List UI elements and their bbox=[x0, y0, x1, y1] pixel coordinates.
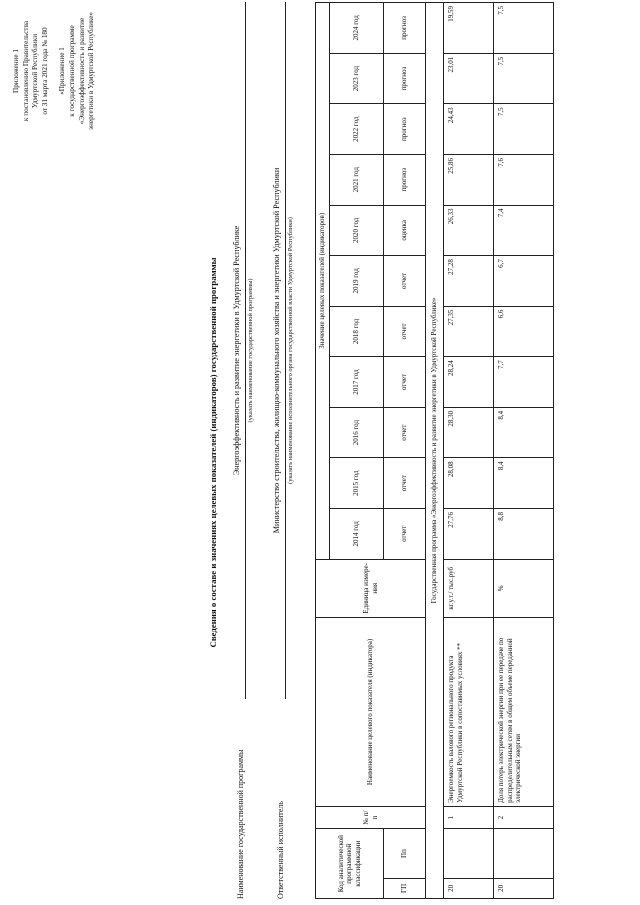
year-cell: 2014 год bbox=[330, 508, 384, 559]
executor-hint: (указать наименование исполнительного органа государственной власти Удмуртской Республики) bbox=[287, 217, 294, 484]
status-cell: отчет bbox=[384, 458, 426, 509]
appendix-line: Приложение 1 bbox=[12, 49, 20, 93]
value-cell: 28,30 bbox=[444, 407, 494, 458]
value-cell: 24,43 bbox=[444, 104, 494, 155]
status-cell: отчет bbox=[384, 357, 426, 408]
value-cell: 27,28 bbox=[444, 256, 494, 307]
program-name: Энергоэффективность и развитие энергетики в Удмуртской Республике bbox=[232, 225, 241, 476]
indicator-name-cell: Энергоемкость валового регионального продукта Удмуртской Республики в сопоставимых условиях ** bbox=[444, 618, 494, 807]
document-title: Сведения о составе и значениях целевых показателей (индикаторов) государственной программы bbox=[208, 257, 218, 648]
year-cell: 2017 год bbox=[330, 357, 384, 408]
status-cell: отчет bbox=[384, 256, 426, 307]
value-cell: 8,4 bbox=[494, 458, 554, 509]
value-cell: 28,08 bbox=[444, 458, 494, 509]
header-unit: Единица измере-ния bbox=[316, 559, 426, 617]
value-cell: 27,76 bbox=[444, 508, 494, 559]
value-cell: 7,5 bbox=[494, 53, 554, 104]
value-cell: 23,01 bbox=[444, 53, 494, 104]
value-cell: 26,33 bbox=[444, 205, 494, 256]
value-cell: 7,5 bbox=[494, 104, 554, 155]
header-pp: Пп bbox=[384, 829, 426, 878]
year-cell: 2023 год bbox=[330, 53, 384, 104]
number-cell: 2 bbox=[494, 806, 554, 828]
program-hint: (указать наименование государственной программы) bbox=[247, 278, 254, 423]
status-cell: отчет bbox=[384, 508, 426, 559]
status-cell: прогноз bbox=[384, 154, 426, 205]
value-cell: 6,6 bbox=[494, 306, 554, 357]
year-cell: 2015 год bbox=[330, 458, 384, 509]
year-cell: 2020 год bbox=[330, 205, 384, 256]
header-indicator-name: Наименование целевого показателя (индикатора) bbox=[316, 618, 426, 807]
appendix-line: «Энергоэффективность и развитие bbox=[77, 17, 86, 125]
gp-cell: 20 bbox=[494, 878, 554, 898]
status-cell: прогноз bbox=[384, 104, 426, 155]
table-row bbox=[444, 3, 494, 899]
value-cell: 6,7 bbox=[494, 256, 554, 307]
pp-cell bbox=[444, 829, 494, 878]
value-cell: 7,4 bbox=[494, 205, 554, 256]
status-cell: прогноз bbox=[384, 53, 426, 104]
pp-cell bbox=[494, 829, 554, 878]
header-number: № п/п bbox=[316, 806, 426, 828]
status-cell: оценка bbox=[384, 205, 426, 256]
indicators-table bbox=[315, 2, 554, 899]
value-cell: 8,4 bbox=[494, 407, 554, 458]
appendix-line: к постановлению Правительства bbox=[21, 20, 30, 122]
program-label: Наименование государственной программы bbox=[236, 749, 245, 899]
status-cell: прогноз bbox=[384, 3, 426, 54]
executor-name: Министерство строительства, жилищно-коммунального хозяйства и энергетики Удмуртской Республики bbox=[272, 167, 281, 534]
executor-underline bbox=[285, 2, 286, 699]
number-cell: 1 bbox=[444, 806, 494, 828]
appendix-block bbox=[12, 5, 97, 137]
indicator-name-cell: Доля потерь электрической энергии при ее передаче по распределительным сетям в общем объеме переданной электрической энергии bbox=[494, 618, 554, 807]
appendix-line: к государственной программе bbox=[67, 25, 76, 117]
value-cell: 28,24 bbox=[444, 357, 494, 408]
appendix-line: «Приложение 1 bbox=[58, 47, 67, 95]
unit-cell: % bbox=[494, 559, 554, 617]
value-cell: 19,59 bbox=[444, 3, 494, 54]
header-code: Код аналитической программной классификации bbox=[316, 829, 384, 899]
program-underline bbox=[245, 2, 246, 699]
year-cell: 2016 год bbox=[330, 407, 384, 458]
gp-cell: 20 bbox=[444, 878, 494, 898]
executor-label: Ответственный исполнитель bbox=[276, 801, 285, 899]
value-cell: 27,35 bbox=[444, 306, 494, 357]
table-row bbox=[494, 3, 554, 899]
value-cell: 8,8 bbox=[494, 508, 554, 559]
status-cell: отчет bbox=[384, 407, 426, 458]
value-cell: 25,86 bbox=[444, 154, 494, 205]
header-gp: ГП bbox=[384, 878, 426, 898]
value-cell: 7,5 bbox=[494, 3, 554, 54]
appendix-line: Удмуртской Республики bbox=[31, 33, 40, 109]
unit-cell: кг.у.т./ тыс.руб bbox=[444, 559, 494, 617]
year-cell: 2022 год bbox=[330, 104, 384, 155]
value-cell: 7,7 bbox=[494, 357, 554, 408]
value-cell: 7,6 bbox=[494, 154, 554, 205]
year-cell: 2019 год bbox=[330, 256, 384, 307]
status-cell: отчет bbox=[384, 306, 426, 357]
appendix-line: энергетики в Удмуртской Республике» bbox=[87, 11, 96, 131]
year-cell: 2024 год bbox=[330, 3, 384, 54]
section-row: Государственная программа «Энергоэффективность и развитие энергетики в Удмуртской Республике» bbox=[426, 3, 444, 899]
appendix-line: от 31 марта 2021 года № 180 bbox=[40, 27, 49, 115]
year-cell: 2018 год bbox=[330, 306, 384, 357]
year-cell: 2021 год bbox=[330, 154, 384, 205]
header-values: Значение целевых показателей (индикаторов) bbox=[316, 3, 330, 560]
